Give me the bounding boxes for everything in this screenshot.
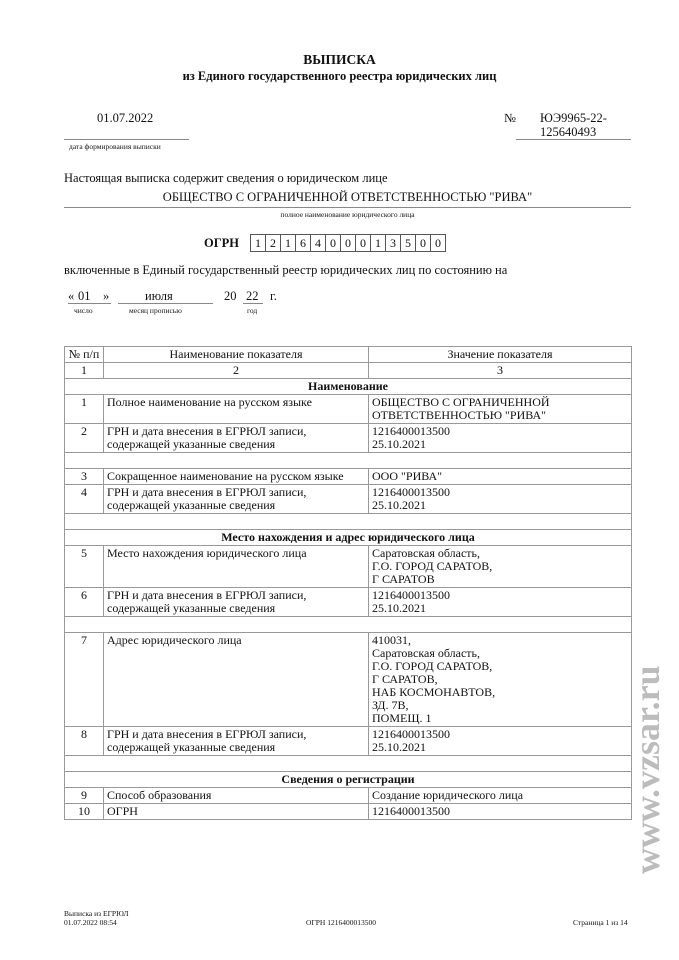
row-indicator: Сокращенное наименование на русском языке <box>104 469 369 485</box>
row-value: ООО "РИВА" <box>369 469 632 485</box>
as-of-g: г. <box>270 289 277 303</box>
row-number: 2 <box>65 424 104 453</box>
row-value: Саратовская область, Г.О. ГОРОД САРАТОВ, Г САРАТОВ <box>369 546 632 588</box>
row-indicator: Способ образования <box>104 788 369 804</box>
intro-text: Настоящая выписка содержит сведения о юридическом лице <box>64 171 388 185</box>
row-indicator: ГРН и дата внесения в ЕГРЮЛ записи, содержащей указанные сведения <box>104 588 369 617</box>
as-of-year: 22 <box>246 289 259 303</box>
footer-timestamp: 01.07.2022 08:54 <box>64 918 117 927</box>
extract-date: 01.07.2022 <box>97 111 154 125</box>
section-title: Место нахождения и адрес юридического лица <box>65 530 632 546</box>
spacer-row <box>65 756 632 772</box>
col-number-2: 2 <box>104 363 369 379</box>
header-number: № п/п <box>65 347 104 363</box>
ogrn-digit: 1 <box>280 234 296 252</box>
ogrn-digit: 0 <box>340 234 356 252</box>
ogrn-label: ОГРН <box>204 236 240 250</box>
row-number: 6 <box>65 588 104 617</box>
section-row-address <box>65 530 632 546</box>
company-name-caption: полное наименование юридического лица <box>280 210 415 219</box>
extract-date-caption: дата формирования выписки <box>69 142 161 151</box>
ogrn-digit: 1 <box>250 234 266 252</box>
watermark: www.vzsar.ru <box>627 665 667 875</box>
section-title: Сведения о регистрации <box>65 772 632 788</box>
row-value: ОБЩЕСТВО С ОГРАНИЧЕННОЙ ОТВЕТСТВЕННОСТЬЮ "РИВА" <box>369 395 632 424</box>
row-indicator: ГРН и дата внесения в ЕГРЮЛ записи, содержащей указанные сведения <box>104 727 369 756</box>
ogrn-digit: 4 <box>310 234 326 252</box>
month-caption: месяц прописью <box>129 306 182 315</box>
row-indicator: Место нахождения юридического лица <box>104 546 369 588</box>
year-caption: год <box>247 306 258 315</box>
header-indicator: Наименование показателя <box>104 347 369 363</box>
footer-ogrn: ОГРН 1216400013500 <box>306 918 376 927</box>
table-row <box>65 727 632 756</box>
ogrn-digit: 2 <box>265 234 281 252</box>
table-row <box>65 395 632 424</box>
row-indicator: Полное наименование на русском языке <box>104 395 369 424</box>
row-indicator: ОГРН <box>104 804 369 820</box>
ogrn-digit: 6 <box>295 234 311 252</box>
extract-number-line2: 125640493 <box>540 125 597 139</box>
footer-source: Выписка из ЕГРЮЛ <box>64 909 129 918</box>
row-value: 1216400013500 <box>369 804 632 820</box>
row-value: 1216400013500 25.10.2021 <box>369 588 632 617</box>
spacer-row <box>65 617 632 633</box>
row-number: 7 <box>65 633 104 727</box>
table-row <box>65 588 632 617</box>
row-indicator: ГРН и дата внесения в ЕГРЮЛ записи, содержащей указанные сведения <box>104 485 369 514</box>
table-row <box>65 546 632 588</box>
as-of-month: июля <box>145 289 173 303</box>
included-text: включенные в Единый государственный реестр юридических лиц по состоянию на <box>64 263 508 277</box>
section-title: Наименование <box>65 379 632 395</box>
quote-open: « <box>68 289 75 303</box>
section-row-registration <box>65 772 632 788</box>
quote-close: » <box>103 289 110 303</box>
table-row <box>65 788 632 804</box>
row-value: 410031, Саратовская область, Г.О. ГОРОД САРАТОВ, Г САРАТОВ, НАБ КОСМОНАВТОВ, ЗД. 7В, ПОМЕЩ. 1 <box>369 633 632 727</box>
row-number: 4 <box>65 485 104 514</box>
egrul-data-table <box>64 346 632 820</box>
table-row <box>65 469 632 485</box>
row-indicator: ГРН и дата внесения в ЕГРЮЛ записи, содержащей указанные сведения <box>104 424 369 453</box>
ogrn-digit: 3 <box>385 234 401 252</box>
table-row <box>65 424 632 453</box>
row-number: 3 <box>65 469 104 485</box>
day-caption: число <box>74 306 93 315</box>
document-subtitle: из Единого государственного реестра юридических лиц <box>182 69 497 83</box>
number-sign: № <box>504 111 516 125</box>
table-row <box>65 633 632 727</box>
row-value: 1216400013500 25.10.2021 <box>369 424 632 453</box>
footer-page-number: Страница 1 из 14 <box>573 918 628 927</box>
ogrn-digit: 0 <box>355 234 371 252</box>
col-number-3: 3 <box>369 363 632 379</box>
spacer-row <box>65 514 632 530</box>
table-column-numbers-row <box>65 363 632 379</box>
row-indicator: Адрес юридического лица <box>104 633 369 727</box>
ogrn-digit: 0 <box>325 234 341 252</box>
ogrn-digit: 0 <box>430 234 446 252</box>
header-value: Значение показателя <box>369 347 632 363</box>
table-row <box>65 804 632 820</box>
table-header-row <box>65 347 632 363</box>
document-title: ВЫПИСКА <box>303 52 376 67</box>
ogrn-digit: 5 <box>400 234 416 252</box>
ogrn-digit: 1 <box>370 234 386 252</box>
row-value: 1216400013500 25.10.2021 <box>369 485 632 514</box>
row-value: Создание юридического лица <box>369 788 632 804</box>
section-row-name <box>65 379 632 395</box>
row-number: 9 <box>65 788 104 804</box>
spacer-row <box>65 453 632 469</box>
row-number: 8 <box>65 727 104 756</box>
row-value: 1216400013500 25.10.2021 <box>369 727 632 756</box>
row-number: 5 <box>65 546 104 588</box>
as-of-day: 01 <box>78 289 91 303</box>
extract-number-line1: ЮЭ9965-22- <box>540 111 607 125</box>
as-of-century: 20 <box>224 289 237 303</box>
row-number: 1 <box>65 395 104 424</box>
ogrn-digit: 0 <box>415 234 431 252</box>
col-number-1: 1 <box>65 363 104 379</box>
table-row <box>65 485 632 514</box>
company-full-name: ОБЩЕСТВО С ОГРАНИЧЕННОЙ ОТВЕТСТВЕННОСТЬЮ "РИВА" <box>162 190 533 204</box>
row-number: 10 <box>65 804 104 820</box>
ogrn-digit-boxes <box>251 234 446 252</box>
